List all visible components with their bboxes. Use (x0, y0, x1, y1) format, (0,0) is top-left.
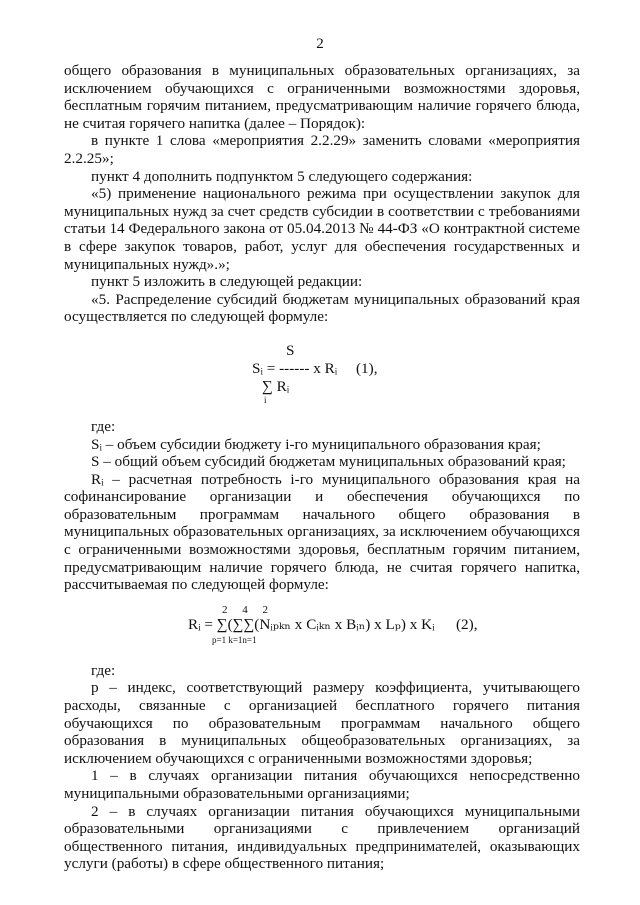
definition-p-value-1: 1 – в случаях организации питания обучающихся непосредственно муниципальными образовательными организациями; (64, 767, 580, 802)
definition-s: S – общий объем субсидий бюджетам муниципальных образований края; (91, 453, 566, 471)
formula-2-main: Rᵢ = ∑(∑∑(Nᵢₚₖₙ x Cᵢₖₙ x Bᵢₙ) x Lₚ) x Kᵢ (188, 615, 435, 633)
paragraph-item-5: пункт 5 изложить в следующей редакции: (91, 273, 363, 291)
formula-2-lower-limits: p=1 k=1n=1 (212, 634, 257, 645)
definition-p-value-2: 2 – в случаях организации питания обучающихся муниципальными образовательными организациями с привлечением организаций общественного питания, индивидуальных предпринимателей, оказывающих услуги (работы) в сфере общественного питания; (64, 802, 580, 873)
formula-1 (64, 340, 580, 406)
formula-2 (64, 602, 580, 652)
formula-1-number: (1), (356, 359, 378, 377)
definition-si: Sᵢ – объем субсидии бюджету i-го муниципального образования края; (91, 435, 541, 453)
paragraph-distribution: «5. Распределение субсидий бюджетам муниципальных образований края осуществляется по следующей формуле: (64, 290, 580, 326)
paragraph-subitem-5: «5) применение национального режима при осуществлении закупок для муниципальных нужд за счет средств субсидии в соответствии с требованиями статьи 14 Федерального закона от 05.04.2013 № 44-ФЗ «О контрактной системе в сфере закупок товаров, работ, услуг для обеспечения государственных и муниципальных нужд».»; (64, 185, 580, 273)
formula-1-numerator: S (286, 341, 295, 359)
formula-1-denominator: ∑ Rᵢ (262, 377, 290, 395)
paragraph-intro: общего образования в муниципальных образовательных организациях, за исключением обучающихся с ограниченными возможностями здоровья, бесплатным горячим питанием, предусматривающим наличие горячего блюда, не считая горячего напитка (далее – Порядок): (64, 62, 580, 132)
formula-2-number: (2), (456, 615, 478, 633)
formula-2-upper-limits: 2 4 2 (222, 603, 274, 616)
formula-1-main: Sᵢ = ------ x Rᵢ (252, 359, 338, 377)
paragraph-item-4: пункт 4 дополнить подпунктом 5 следующего содержания: (91, 167, 473, 185)
where-label-1: где: (91, 417, 116, 435)
where-label-2: где: (91, 661, 116, 679)
formula-1-subscript: i (264, 394, 267, 405)
definition-p: p – индекс, соответствующий размеру коэффициента, учитывающего расходы, связанные с организацией бесплатного горячего питания обучающихся по образовательным программам начального общего образования в муниципальных общеобразовательных организациях, за исключением обучающихся с ограниченными возможностями здоровья; (64, 679, 580, 767)
paragraph-item-1: в пункте 1 слова «мероприятия 2.2.29» заменить словами «мероприятия 2.2.25»; (64, 132, 580, 167)
definition-ri: Rᵢ – расчетная потребность i-го муниципального образования края на софинансирование организации и обеспечения обучающихся по образовательным программам начального общего образования в муниципальных образовательных организациях, за исключением обучающихся с ограниченными возможностями здоровья, бесплатным горячим питанием, предусматривающим наличие горячего блюда, не считая горячего напитка, рассчитываемая по следующей формуле: (64, 470, 580, 594)
page-number: 2 (316, 36, 324, 52)
document-body (64, 62, 580, 873)
